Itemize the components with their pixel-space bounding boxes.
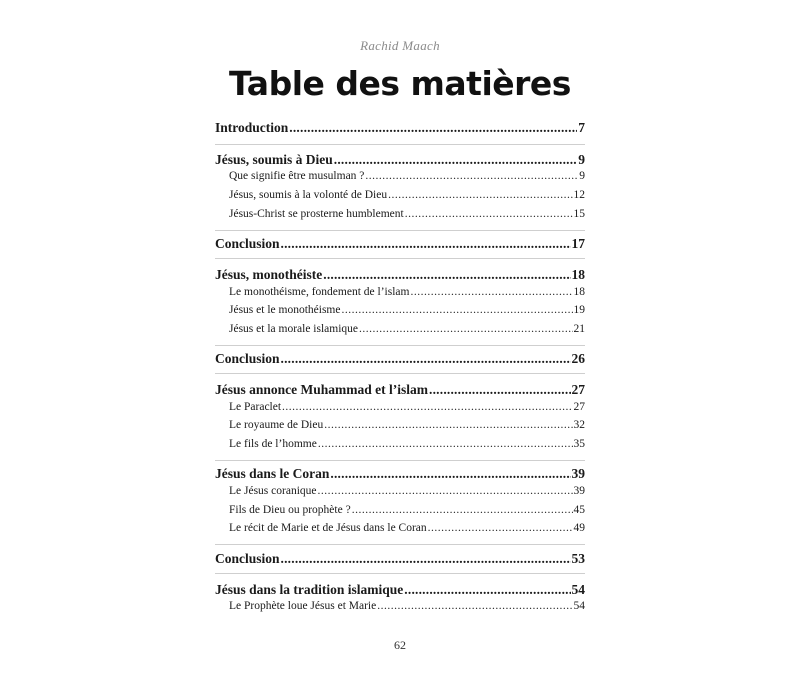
- dot-leader: [323, 267, 570, 283]
- toc-section-entry: [215, 485, 585, 497]
- dot-leader: [377, 600, 572, 612]
- dot-leader: [341, 304, 572, 316]
- toc-entry-label: Que signifie être musulman ?: [229, 170, 365, 182]
- toc-chapter-entry: [215, 382, 585, 398]
- toc-section-entry: [215, 401, 585, 413]
- toc-section-entry: [215, 189, 585, 201]
- toc-section-entry: [215, 504, 585, 516]
- toc-chapter-entry: [215, 236, 585, 252]
- toc-chapter-entry: [215, 466, 585, 482]
- dot-leader: [404, 582, 570, 598]
- toc-section-entry: [215, 522, 585, 534]
- toc-entry-page: 9: [579, 170, 585, 182]
- dot-leader: [359, 323, 572, 335]
- toc-entry-label: Introduction: [215, 120, 289, 135]
- dot-leader: [282, 401, 572, 413]
- toc-chapter-entry: [215, 351, 585, 367]
- dot-leader: [324, 419, 572, 431]
- dot-leader: [281, 551, 571, 567]
- dot-leader: [405, 208, 573, 220]
- toc-entry-label: Conclusion: [215, 351, 280, 366]
- section-divider: [215, 544, 585, 545]
- toc-entry-page: 26: [571, 351, 585, 366]
- page-title: Table des matières: [229, 64, 571, 103]
- toc-entry-page: 53: [571, 551, 585, 566]
- toc-chapter-entry: [215, 551, 585, 567]
- toc-entry-label: Le Prophète loue Jésus et Marie: [229, 600, 377, 612]
- dot-leader: [289, 120, 577, 136]
- toc-section-entry: [215, 323, 585, 335]
- section-divider: [215, 230, 585, 231]
- section-divider: [215, 573, 585, 574]
- dot-leader: [318, 485, 573, 497]
- toc-entry-label: Conclusion: [215, 236, 280, 251]
- toc-section-entry: [215, 304, 585, 316]
- toc-entry-label: Le récit de Marie et de Jésus dans le Coran: [229, 522, 427, 534]
- toc-section-entry: [215, 170, 585, 182]
- toc-section-entry: [215, 600, 585, 612]
- dot-leader: [410, 286, 572, 298]
- toc-entry-label: Fils de Dieu ou prophète ?: [229, 504, 351, 516]
- toc-entry-page: 35: [573, 438, 585, 450]
- section-divider: [215, 144, 585, 145]
- toc-section-entry: [215, 286, 585, 298]
- dot-leader: [429, 382, 570, 398]
- toc-entry-page: 39: [571, 466, 585, 481]
- toc-entry-label: Jésus, monothéiste: [215, 267, 323, 282]
- toc-entry-label: Jésus, soumis à la volonté de Dieu: [229, 189, 388, 201]
- toc-entry-label: Jésus dans la tradition islamique: [215, 582, 404, 597]
- running-head: Rachid Maach: [360, 38, 440, 53]
- dot-leader: [352, 504, 573, 516]
- toc-entry-page: 27: [571, 382, 585, 397]
- toc-entry-page: 49: [573, 522, 585, 534]
- toc-entry-page: 54: [573, 600, 585, 612]
- toc-entry-label: Le fils de l’homme: [229, 438, 317, 450]
- toc-entry-page: 32: [573, 419, 585, 431]
- section-divider: [215, 460, 585, 461]
- dot-leader: [281, 236, 571, 252]
- toc-entry-page: 12: [573, 189, 585, 201]
- toc-entry-label: Le royaume de Dieu: [229, 419, 324, 431]
- dot-leader: [281, 351, 571, 367]
- toc-entry-label: Le monothéisme, fondement de l’islam: [229, 286, 410, 298]
- toc-entry-label: Jésus et le monothéisme: [229, 304, 341, 316]
- toc-entry-page: 54: [571, 582, 585, 597]
- toc-chapter-entry: [215, 582, 585, 598]
- toc-entry-label: Jésus dans le Coran: [215, 466, 330, 481]
- toc-entry-label: Jésus annonce Muhammad et l’islam: [215, 382, 429, 397]
- toc-entry-label: Jésus-Christ se prosterne humblement: [229, 208, 404, 220]
- dot-leader: [365, 170, 578, 182]
- dot-leader: [388, 189, 572, 201]
- dot-leader: [318, 438, 573, 450]
- toc-entry-page: 45: [573, 504, 585, 516]
- toc-entry-page: 19: [573, 304, 585, 316]
- toc-entry-label: Le Paraclet: [229, 401, 282, 413]
- toc-chapter-entry: [215, 152, 585, 168]
- toc-entry-page: 18: [571, 267, 585, 282]
- toc-chapter-entry: [215, 267, 585, 283]
- dot-leader: [334, 152, 577, 168]
- toc-section-entry: [215, 438, 585, 450]
- toc-entry-page: 18: [573, 286, 585, 298]
- toc-entry-page: 17: [571, 236, 585, 251]
- toc-entry-page: 27: [573, 401, 585, 413]
- toc-chapter-entry: [215, 120, 585, 136]
- toc-entry-page: 9: [578, 152, 585, 167]
- toc-entry-page: 7: [578, 120, 585, 135]
- toc-entry-page: 21: [573, 323, 585, 335]
- toc-section-entry: [215, 208, 585, 220]
- section-divider: [215, 258, 585, 259]
- dot-leader: [330, 466, 570, 482]
- section-divider: [215, 345, 585, 346]
- section-divider: [215, 373, 585, 374]
- toc-entry-page: 39: [573, 485, 585, 497]
- toc-entry-label: Le Jésus coranique: [229, 485, 317, 497]
- dot-leader: [428, 522, 573, 534]
- toc-entry-page: 15: [573, 208, 585, 220]
- toc-entry-label: Jésus et la morale islamique: [229, 323, 359, 335]
- toc-entry-label: Conclusion: [215, 551, 280, 566]
- toc-section-entry: [215, 419, 585, 431]
- page-number: 62: [394, 638, 406, 652]
- toc-entry-label: Jésus, soumis à Dieu: [215, 152, 333, 167]
